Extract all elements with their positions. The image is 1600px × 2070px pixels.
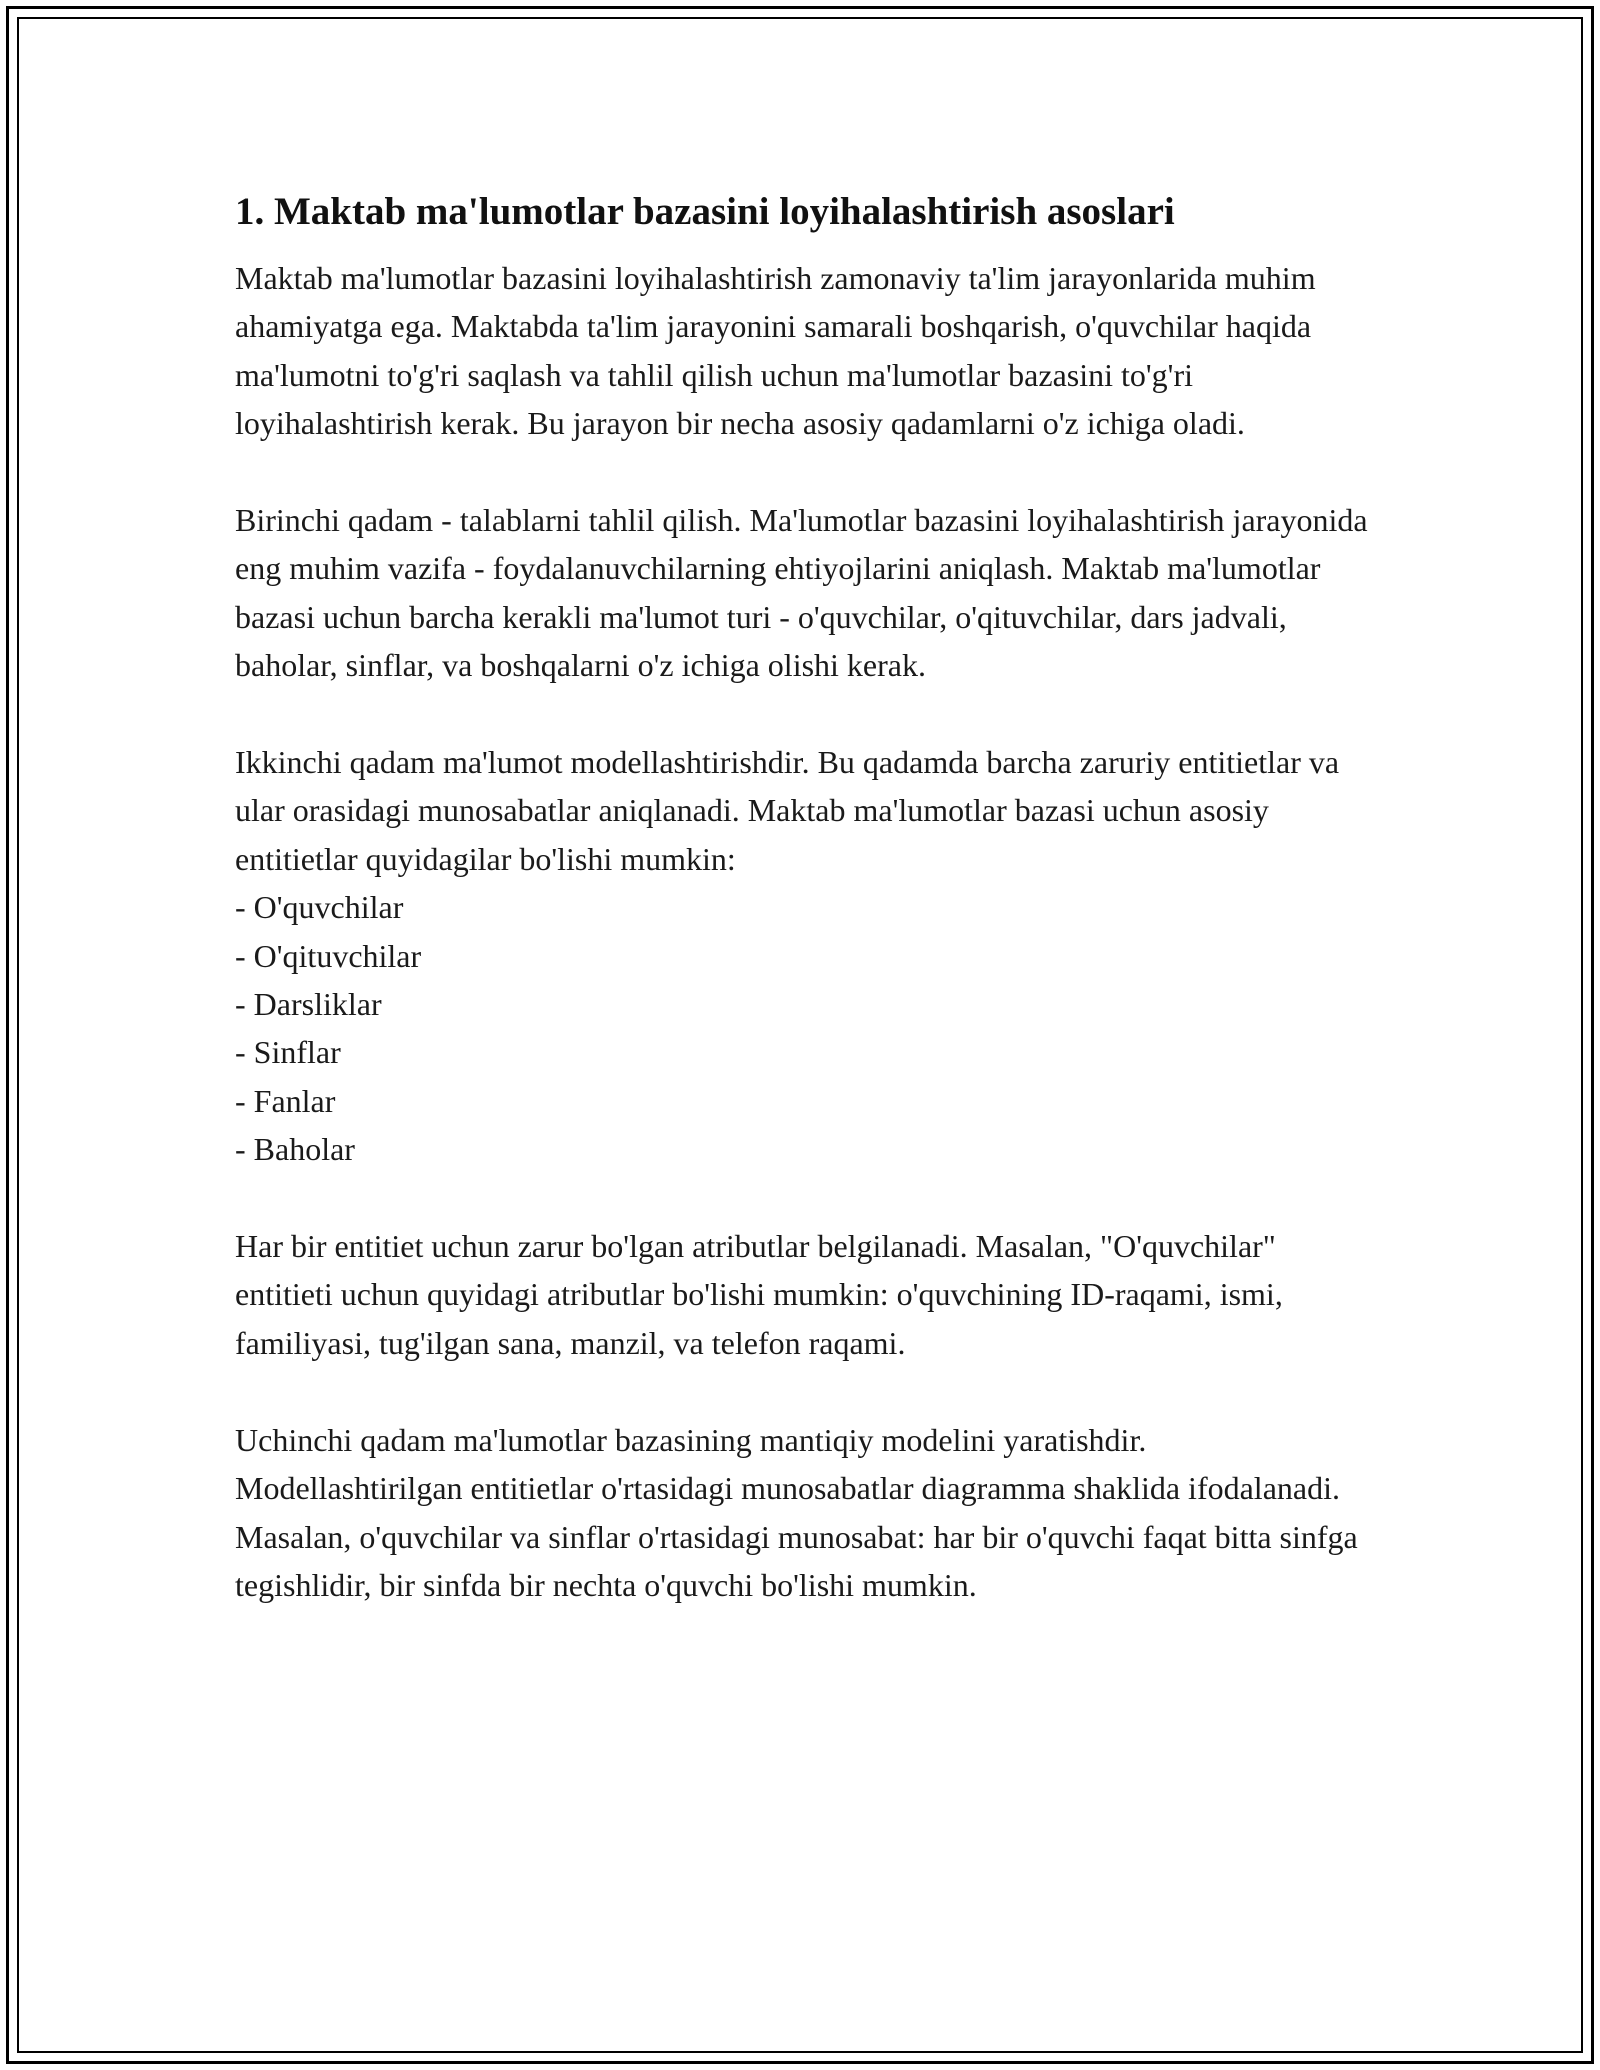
- list-item: - Darsliklar: [235, 986, 382, 1023]
- list-item: - Baholar: [235, 1131, 355, 1168]
- document-body: [235, 254, 1375, 1609]
- paragraph-step-one: Birinchi qadam - talablarni tahlil qilish. Ma'lumotlar bazasini loyihalashtirish jarayonida eng muhim vazifa - foydalanuvchilarning ehtiyojlarini aniqlash. Maktab ma'lumotlar bazasi uchun barcha kerakli ma'lumot turi - o'quvchilar, o'qituvchilar, dars jadvali, baholar, sinflar, va boshqalarni o'z ichiga olishi kerak.: [235, 502, 1368, 684]
- paragraph-step-three: Uchinchi qadam ma'lumotlar bazasining mantiqiy modelini yaratishdir. Modellashtirilgan entitietlar o'rtasidagi munosabatlar diagramma shaklida ifodalanadi. Masalan, o'quvchilar va sinflar o'rtasidagi munosabat: har bir o'quvchi faqat bitta sinfga tegishlidir, bir sinfda bir nechta o'quvchi bo'lishi mumkin.: [235, 1421, 1358, 1603]
- entity-list: [235, 883, 1375, 1173]
- list-item: - O'quvchilar: [235, 889, 404, 926]
- list-item: - O'qituvchilar: [235, 937, 422, 974]
- list-item: - Sinflar: [235, 1034, 341, 1071]
- list-item: - Fanlar: [235, 1082, 336, 1119]
- document-content: [235, 182, 1375, 1658]
- paragraph-intro: Maktab ma'lumotlar bazasini loyihalashtirish zamonaviy ta'lim jarayonlarida muhim ahamiyatga ega. Maktabda ta'lim jarayonini samarali boshqarish, o'quvchilar haqida ma'lumotni to'g'ri saqlash va tahlil qilish uchun ma'lumotlar bazasini to'g'ri loyihalashtirish kerak. Bu jarayon bir necha asosiy qadamlarni o'z ichiga oladi.: [235, 260, 1316, 442]
- paragraph-step-two: Ikkinchi qadam ma'lumot modellashtirishdir. Bu qadamda barcha zaruriy entitietlar va ular orasidagi munosabatlar aniqlanadi. Maktab ma'lumotlar bazasi uchun asosiy entitietlar quyidagilar bo'lishi mumkin:: [235, 744, 1340, 877]
- paragraph-attributes: Har bir entitiet uchun zarur bo'lgan atributlar belgilanadi. Masalan, "O'quvchilar" entitieti uchun quyidagi atributlar bo'lishi mumkin: o'quvchining ID-raqami, ismi, familiyasi, tug'ilgan sana, manzil, va telefon raqami.: [235, 1228, 1283, 1361]
- section-heading: 1. Maktab ma'lumotlar bazasini loyihalashtirish asoslari: [235, 190, 1175, 233]
